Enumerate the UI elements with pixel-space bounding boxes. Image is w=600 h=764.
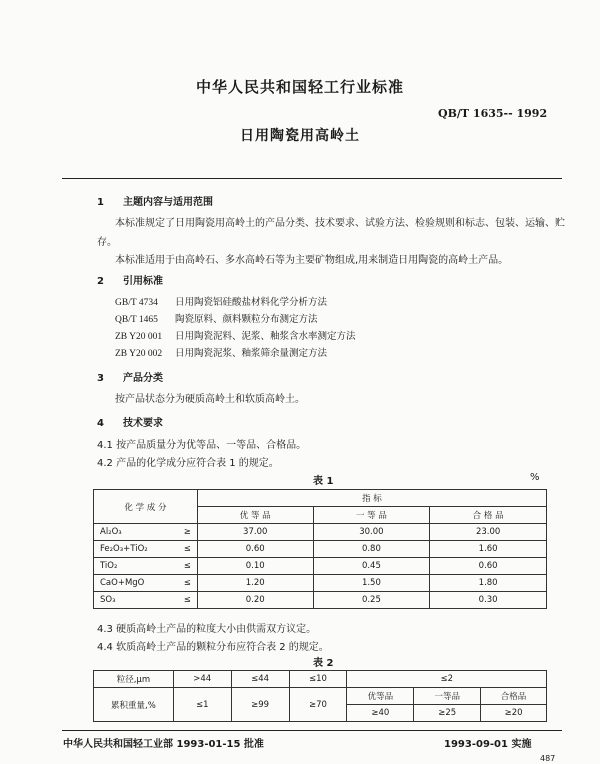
reference-item: QB/T 1465 陶瓷原料、颜料颗粒分布测定方法 xyxy=(115,314,318,325)
bottom-rule xyxy=(62,730,562,731)
page-number: 487 xyxy=(540,754,556,763)
table-1-grade: 一 等 品 xyxy=(313,507,430,524)
issuing-organization: 中华人民共和国轻工行业标准 xyxy=(195,78,404,96)
table-row: 累积重量,% ≤1 ≥99 ≥70 优等品 一等品 合格品 xyxy=(94,688,547,705)
clause-4-4: 4.4 软质高岭土产品的颗粒分布应符合表 2 的规定。 xyxy=(97,642,329,653)
table-1-unit: % xyxy=(530,472,540,483)
table-1-grade: 合 格 品 xyxy=(430,507,547,524)
implementation-date: 1993-09-01 实施 xyxy=(444,739,532,750)
section-1-paragraph-2: 本标准适用于由高岭石、多水高岭石等为主要矿物组成,用来制造日用陶瓷的高岭土产品。 xyxy=(115,255,509,266)
reference-item: GB/T 4734 日用陶瓷铝硅酸盐材料化学分析方法 xyxy=(115,297,328,308)
table-row: CaO+MgO ≤ 1.20 1.50 1.80 xyxy=(94,575,547,592)
section-2-heading: 2 引用标准 xyxy=(97,276,163,287)
table-2-caption: 表 2 xyxy=(313,658,334,669)
clause-4-1: 4.1 按产品质量分为优等品、一等品、合格品。 xyxy=(97,440,307,451)
table-1-grade: 优 等 品 xyxy=(197,507,313,524)
clause-4-3: 4.3 硬质高岭土产品的粒度大小由供需双方议定。 xyxy=(97,624,317,635)
table-1-caption: 表 1 xyxy=(313,476,334,487)
section-3-paragraph: 按产品状态分为硬质高岭土和软质高岭土。 xyxy=(115,394,305,405)
table-1-head-component: 化 学 成 分 xyxy=(94,490,198,524)
document-title: 日用陶瓷用高岭土 xyxy=(240,128,360,144)
approval-line: 中华人民共和国轻工业部 1993-01-15 批准 xyxy=(63,739,264,750)
table-row: Al₂O₃ ≥ 37.00 30.00 23.00 xyxy=(94,524,547,541)
table-1 xyxy=(93,489,547,609)
table-row: ≥40 ≥25 ≥20 xyxy=(94,705,547,722)
section-3-heading: 3 产品分类 xyxy=(97,373,163,384)
table-row: Fe₂O₃+TiO₂ ≤ 0.60 0.80 1.60 xyxy=(94,541,547,558)
standard-code: QB/T 1635-- 1992 xyxy=(438,107,548,120)
section-1-paragraph-1: 本标准规定了日用陶瓷用高岭土的产品分类、技术要求、试验方法、检验规则和标志、包装、运输、贮 xyxy=(115,218,565,229)
reference-item: ZB Y20 002 日用陶瓷泥浆、釉浆筛余量测定方法 xyxy=(115,348,328,359)
table-1-head-index: 指 标 xyxy=(197,490,546,507)
section-1-paragraph-1-cont: 存。 xyxy=(97,237,117,248)
section-4-heading: 4 技术要求 xyxy=(97,418,163,429)
section-1-heading: 1 主题内容与适用范围 xyxy=(97,197,213,208)
reference-item: ZB Y20 001 日用陶瓷泥料、泥浆、釉浆含水率测定方法 xyxy=(115,331,356,342)
top-rule xyxy=(62,178,562,179)
table-row: TiO₂ ≤ 0.10 0.45 0.60 xyxy=(94,558,547,575)
table-row: 粒径,μm >44 ≤44 ≤10 ≤2 xyxy=(94,671,547,688)
table-2 xyxy=(93,670,547,722)
table-row: SO₃ ≤ 0.20 0.25 0.30 xyxy=(94,592,547,609)
clause-4-2: 4.2 产品的化学成分应符合表 1 的规定。 xyxy=(97,458,279,469)
